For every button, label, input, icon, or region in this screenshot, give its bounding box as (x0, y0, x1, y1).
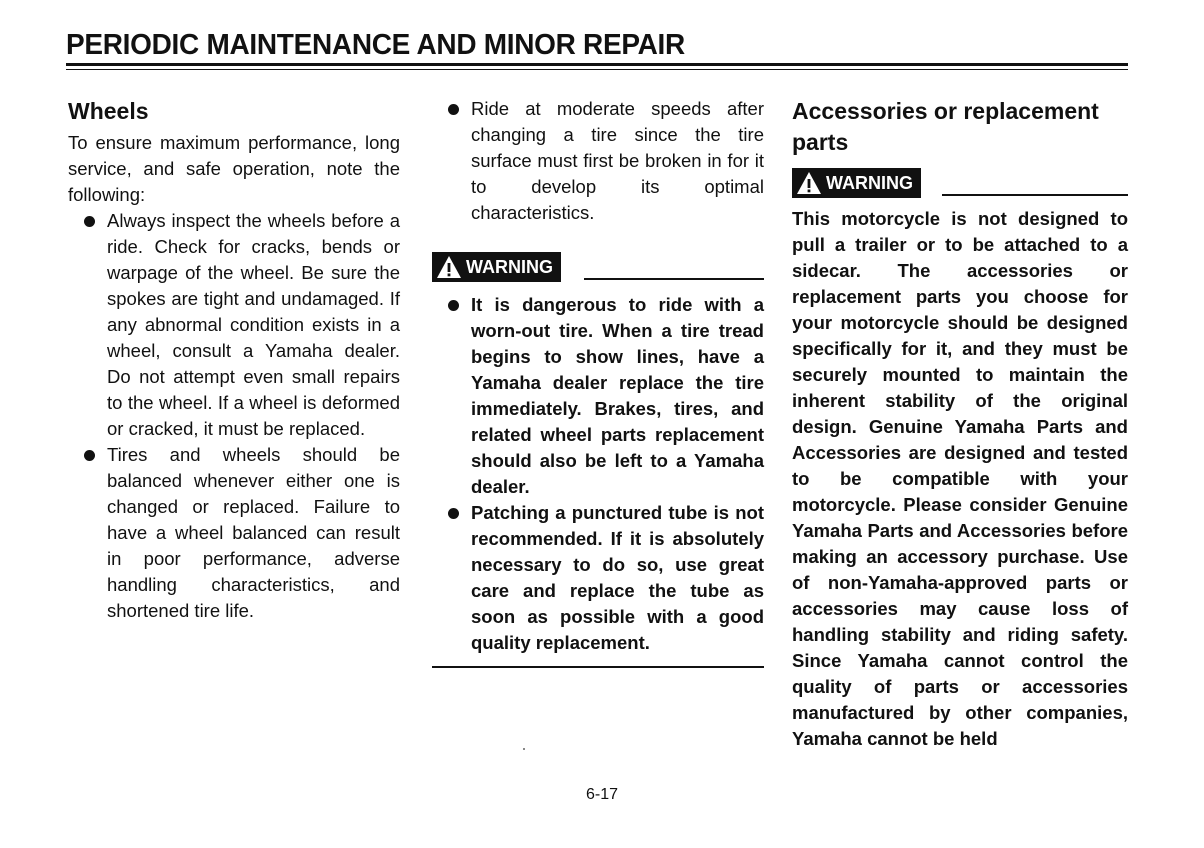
warning-header (792, 168, 1128, 202)
bullet-dot-icon (448, 300, 459, 311)
list-item-text: Always inspect the wheels before a ride. Check for cracks, bends or warpage of the wheel. Be sure the spokes are tight and undamaged. If any abnormal condition exists in a wheel, consult a Yamaha dealer. Do not attempt even small repairs to the wheel. If a wheel is deformed or cracked, it must be replaced. (107, 210, 400, 439)
wheels-section (68, 96, 400, 624)
list-item-text: It is dangerous to ride with a worn-out tire. When a tire tread begins to show lines, have a Yamaha dealer replace the tire immediately. Brakes, tires, and related wheel parts replacement should also be left to a Yamaha dealer. (471, 294, 764, 497)
accessories-warning-text: This motorcycle is not designed to pull a trailer or to be attached to a sidecar. The accessories or replacement parts you choose for your motorcycle should be designed specifically for it, and they must be securely mounted to maintain the inherent stability of the original design. Genuine Yamaha Parts and Accessories are designed and tested to be compatible with your motorcycle. Please consider Genuine Yamaha Parts and Accessories before making an accessory purchase. Use of non-Yamaha-approved parts or accessories may cause loss of handling stability and riding safety. Since Yamaha cannot control the quality of parts or accessories manufactured by other companies, Yamaha cannot be held (792, 208, 1128, 749)
wheels-section-continued (432, 96, 764, 668)
bullet-dot-icon (448, 508, 459, 519)
list-item-text: Ride at moderate speeds after changing a tire since the tire surface must first be broken in for it to develop its optimal characteristics. (471, 98, 764, 223)
list-item (68, 208, 400, 442)
wheels-intro: To ensure maximum performance, long service, and safe operation, note the following: (68, 132, 400, 205)
warning-rule (584, 278, 764, 280)
header-rule-thick (66, 63, 1128, 66)
warning-badge (792, 168, 921, 198)
bullet-dot-icon (84, 216, 95, 227)
list-item (432, 292, 764, 500)
bullet-dot-icon (448, 104, 459, 115)
wheels-bullet-list (68, 208, 400, 624)
warning-end-rule (432, 666, 764, 668)
bullet-dot-icon (84, 450, 95, 461)
accessories-title: Accessories or replacement parts (792, 98, 1099, 155)
list-item (432, 500, 764, 656)
warning-badge (432, 252, 561, 282)
wheels-bullet-list-continued (432, 96, 764, 226)
warning-bullet-list (432, 292, 764, 656)
accessories-section (792, 96, 1128, 752)
header-rule-thin (66, 69, 1128, 70)
warning-header (432, 252, 764, 286)
list-item-text: Patching a punctured tube is not recommended. If it is absolutely necessary to do so, use great care and replace the tube as soon as possible with a good quality replacement. (471, 502, 764, 653)
list-item (68, 442, 400, 624)
scan-speck (523, 748, 525, 750)
list-item (432, 96, 764, 226)
page-number: 6-17 (585, 786, 619, 803)
warning-rule (942, 194, 1128, 196)
page-title: PERIODIC MAINTENANCE AND MINOR REPAIR (66, 29, 685, 61)
warning-label: WARNING (466, 257, 553, 277)
warning-triangle-icon (796, 171, 822, 195)
page-header (66, 28, 1128, 62)
wheels-title: Wheels (68, 98, 149, 124)
warning-label: WARNING (826, 173, 913, 193)
warning-triangle-icon (436, 255, 462, 279)
list-item-text: Tires and wheels should be balanced whenever either one is changed or replaced. Failure to have a wheel balanced can result in poor performance, adverse handling characteristics, and shortened tire life. (107, 444, 400, 621)
